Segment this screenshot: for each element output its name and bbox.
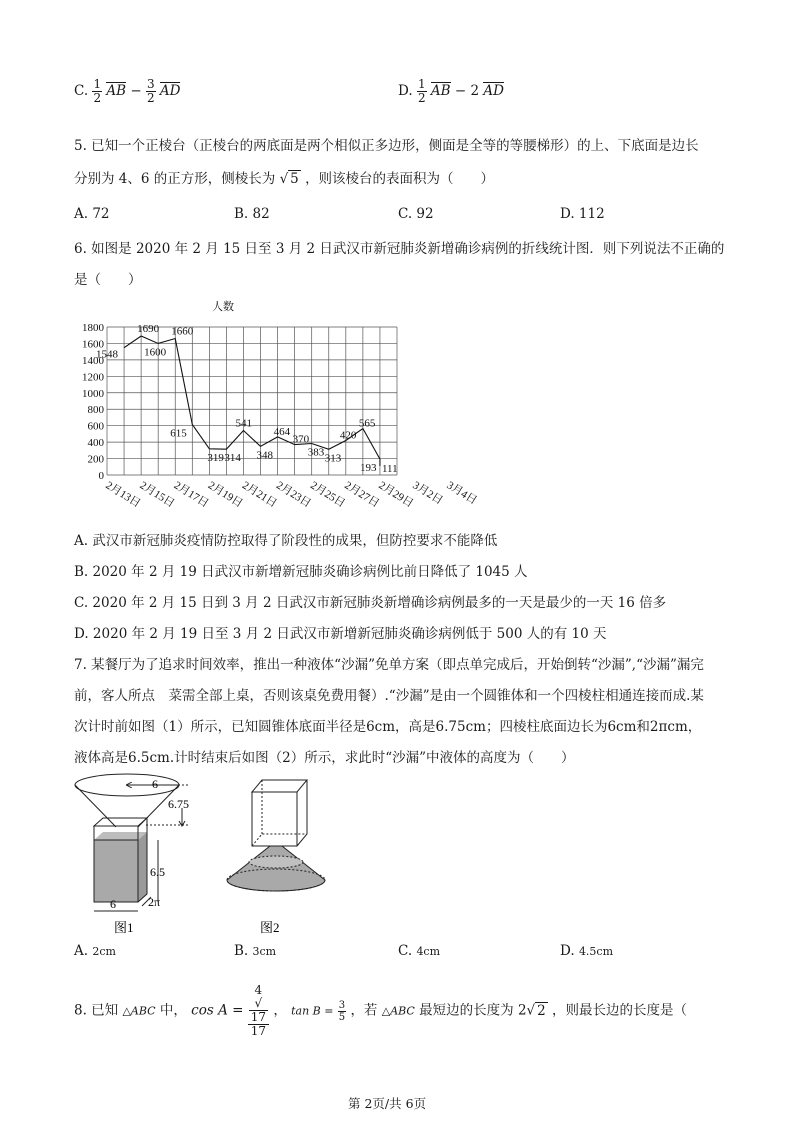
q5-option-b: B. 82	[234, 206, 270, 222]
line-chart	[70, 296, 479, 510]
q7-option-d: D. 4.5cm	[560, 943, 614, 959]
fig1-side-a-label: 6	[110, 897, 116, 911]
data-label: 420	[339, 429, 357, 442]
prism-front-face	[252, 792, 297, 846]
fraction: $\frac{1}{2}$	[417, 77, 426, 105]
data-label: 348	[256, 449, 274, 462]
y-tick-label: 0	[98, 470, 104, 482]
data-label: 615	[170, 427, 187, 440]
x-tick-label: 2月17日	[171, 479, 211, 510]
y-tick-label: 1000	[82, 387, 104, 400]
fig1-radius-label: 6	[152, 777, 158, 791]
fig1-cone-height-label: 6.75	[168, 797, 189, 811]
x-tick-label: 2月29日	[376, 479, 416, 510]
page-footer: 第 2页/共 6页	[348, 1096, 427, 1111]
q7-option-b: B. 3cm	[234, 943, 277, 959]
data-label: 1690	[137, 323, 160, 336]
vector-ab: AB	[106, 83, 127, 99]
q6-stem-line1: 6. 如图是 2020 年 2 月 15 日至 3 月 2 日武汉市新冠肺炎新增确诊病例的折线统计图．则下列说法不正确的	[74, 241, 725, 257]
fig2-caption: 图2	[260, 920, 280, 935]
liquid-height-value: 6.5cm	[128, 750, 170, 766]
q7-option-c: C. 4cm	[398, 943, 441, 959]
prism-top-face	[252, 780, 307, 792]
data-label: 383	[307, 446, 325, 459]
q4-option-c: C. $\frac{1}{2}$ AB − $\frac{3}{2}$ AD	[74, 77, 181, 105]
liquid-front	[94, 840, 138, 902]
q7-stem-line2: 前，客人所点 菜需全部上桌，否则该桌免费用餐）.“沙漏”是由一个圆锥体和一个四棱柱相通连接而成.某	[74, 688, 704, 704]
vector-ab: AB	[430, 83, 451, 99]
tan-fraction: $\frac{3}{5}$	[338, 999, 346, 1023]
triangle-abc: △ABC	[381, 1004, 415, 1018]
liquid-side	[138, 832, 147, 902]
y-tick-label: 200	[87, 453, 104, 466]
q6-option-a: A. 武汉市新冠肺炎疫情防控取得了阶段性的成果，但防控要求不能降低	[74, 533, 498, 549]
y-tick-label: 400	[87, 437, 104, 450]
fig1-caption: 图1	[114, 920, 134, 935]
data-label: 313	[324, 452, 342, 465]
liquid-surface	[249, 856, 303, 868]
x-tick-label: 2月21日	[239, 479, 279, 510]
liquid-top	[94, 832, 147, 840]
q6-option-b: B. 2020 年 2 月 19 日武汉市新增新冠肺炎确诊病例比前日降低了 1045 人	[74, 564, 528, 580]
q8-stem: 8. 已知 △ABC 中， cos A = 4 √ 17 17 ， tan B = $\frac{3}{5}$ ，若 △ABC 最短边的长度为 2√ 2 ，则最长边的长度是（	[74, 983, 688, 1038]
data-label: 1660	[171, 325, 194, 338]
q7-option-a: A. 2cm	[74, 943, 116, 959]
y-tick-label: 600	[87, 420, 104, 433]
hourglass-figure-2	[222, 772, 332, 937]
cos-fraction: 4 √ 17 17	[248, 984, 269, 1038]
x-tick-label: 2月23日	[273, 479, 314, 510]
cone-left-edge	[75, 785, 116, 827]
q5-option-a: A. 72	[74, 206, 110, 222]
data-label: 370	[292, 433, 310, 446]
data-label: 464	[273, 425, 291, 438]
y-tick-label: 800	[87, 404, 104, 417]
prism-top-face	[94, 818, 147, 826]
fraction: $\frac{1}{2}$	[93, 77, 102, 105]
data-label: 314	[224, 452, 241, 465]
data-label: 1548	[96, 348, 119, 361]
cos-a: cos A =	[191, 1002, 244, 1019]
x-tick-label: 2月25日	[308, 479, 348, 510]
q5-option-c: C. 92	[398, 206, 434, 222]
q7-stem-line4: 液体高是6.5cm.计时结束后如图（2）所示，求此时“沙漏”中液体的高度为（ ）	[74, 750, 575, 766]
cone-height-value: 6.75cm	[435, 719, 486, 735]
q6-option-c: C. 2020 年 2 月 15 日到 3 月 2 日武汉市新冠肺炎新增确诊病例最多的一天是最少的一天 16 倍多	[74, 595, 667, 611]
vector-ad: AD	[159, 83, 181, 99]
cone-liquid	[227, 846, 325, 891]
sqrt-sign: √	[279, 171, 289, 187]
x-tick-label: 3月2日	[410, 479, 445, 508]
side-a-value: 6cm	[607, 719, 637, 735]
q6-stem-line2: 是（ ）	[74, 272, 142, 288]
fraction: $\frac{3}{2}$	[146, 77, 155, 105]
x-tick-label: 2月27日	[342, 479, 382, 510]
q5-option-d: D. 112	[560, 206, 605, 222]
q4-option-d: D. $\frac{1}{2}$ AB − 2 AD	[398, 77, 504, 105]
x-tick-label: 2月15日	[137, 479, 177, 510]
y-tick-label: 1600	[82, 338, 104, 351]
data-label: 541	[235, 417, 252, 430]
data-label: 193	[359, 462, 377, 475]
triangle-abc: △ABC	[122, 1004, 156, 1018]
q5-stem-line1: 5. 已知一个正棱台（正棱台的两底面是两个相似正多边形，侧面是全等的等腰梯形）的上、下底面是边长	[74, 138, 699, 154]
q6-option-d: D. 2020 年 2 月 19 日至 3 月 2 日武汉市新增新冠肺炎确诊病例低于 500 人的有 10 天	[74, 626, 607, 642]
fig1-liquid-height-label: 6.5	[150, 865, 165, 879]
q5-stem-line2: 分别为 4、6 的正方形，侧棱长为 √ 5 ，则该棱台的表面积为（ ）	[74, 171, 495, 187]
y-tick-label: 1200	[82, 371, 104, 384]
q7-stem-line1: 7. 某餐厅为了追求时间效率，推出一种液体“沙漏”免单方案（即点单完成后，开始倒转“沙漏”,“沙漏”漏完	[74, 657, 704, 673]
fig1-side-b-label: 2π	[148, 895, 161, 909]
data-label: 111	[381, 462, 398, 475]
side-b-value: 2πcm	[649, 719, 688, 735]
tan-b: tan B =	[291, 1004, 334, 1018]
x-tick-label: 2月19日	[205, 479, 245, 510]
data-label: 1600	[144, 346, 167, 359]
data-label: 319	[207, 451, 224, 464]
sqrt-radicand: 5	[290, 171, 299, 187]
q7-stem-line3: 次计时前如图（1）所示，已知圆锥体底面半径是6cm，高是6.75cm；四棱柱底面边长为6cm和2πcm，	[74, 719, 702, 735]
radius-value: 6cm	[366, 719, 396, 735]
data-label: 565	[358, 417, 376, 430]
x-tick-label: 2月13日	[103, 479, 143, 510]
hourglass-figure-1	[70, 772, 220, 937]
y-tick-label: 1800	[82, 322, 104, 334]
chart-title: 人数	[212, 301, 234, 313]
shortest-side: 2√ 2	[517, 1002, 546, 1019]
x-tick-label: 3月4日	[444, 479, 479, 508]
y-tick-label: 1400	[82, 354, 104, 367]
vector-ad: AD	[483, 83, 504, 99]
